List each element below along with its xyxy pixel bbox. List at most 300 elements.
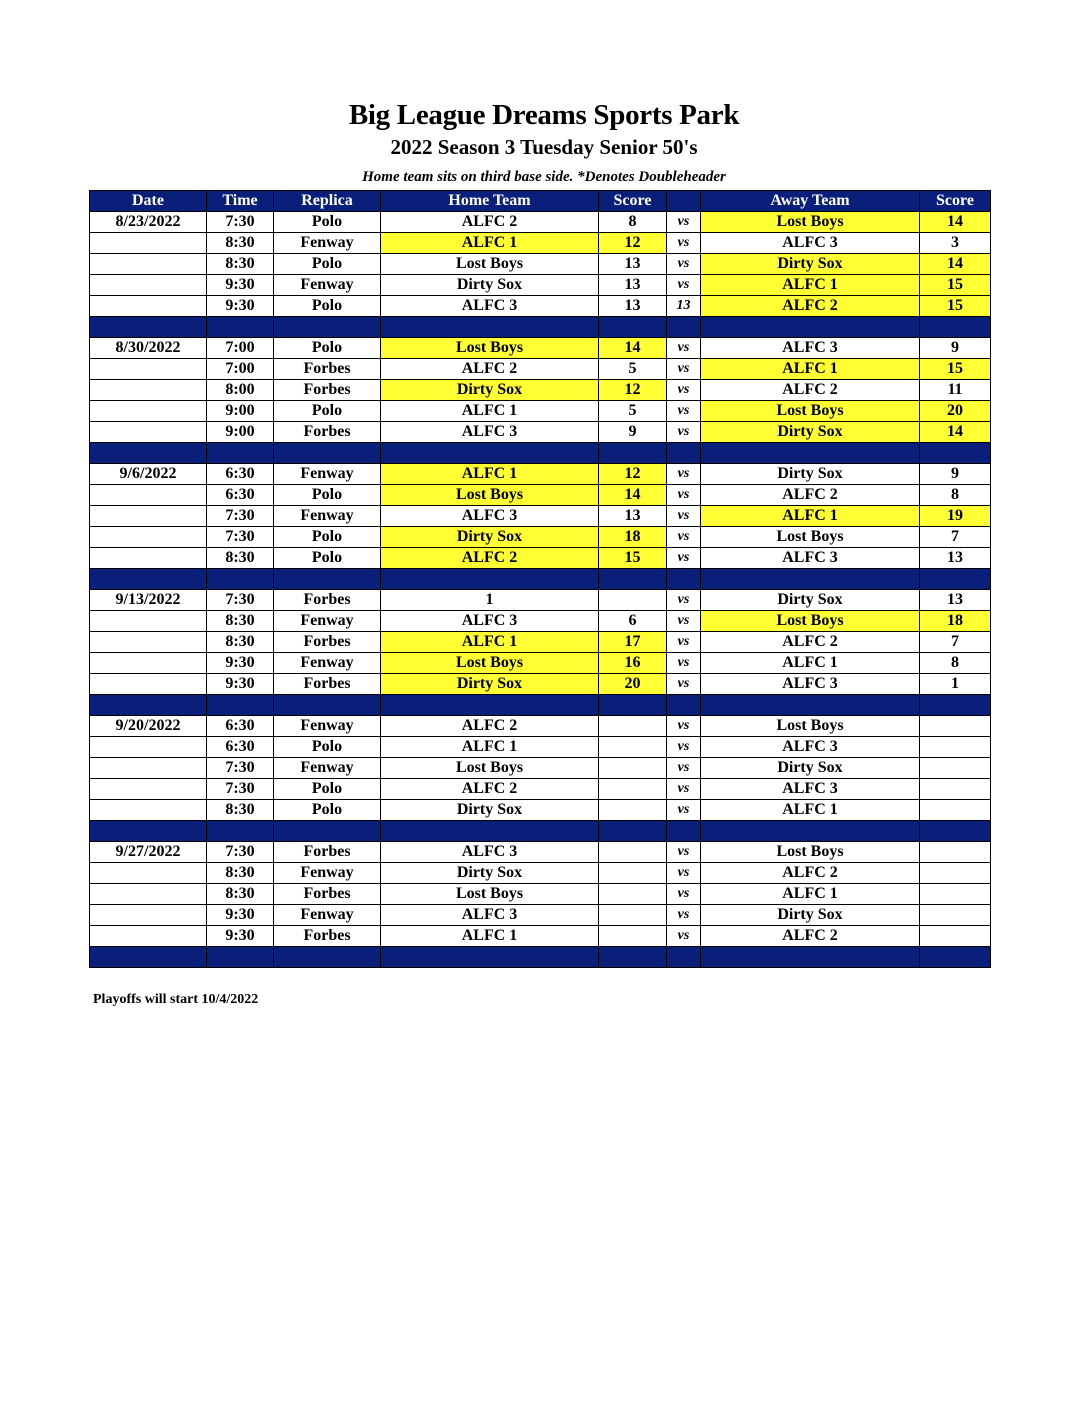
cell-vs: vs	[667, 863, 701, 884]
separator-cell	[599, 317, 667, 338]
cell-vs: vs	[667, 611, 701, 632]
week-separator-row	[90, 821, 991, 842]
cell-away-score: 15	[920, 296, 991, 317]
cell-home-team: Lost Boys	[381, 338, 599, 359]
table-row	[90, 401, 991, 422]
cell-away-score	[920, 842, 991, 863]
cell-date: 8/23/2022	[90, 212, 207, 233]
cell-away-score: 8	[920, 485, 991, 506]
cell-time: 9:00	[207, 422, 274, 443]
cell-away-score: 15	[920, 275, 991, 296]
cell-replica: Fenway	[274, 611, 381, 632]
cell-replica: Fenway	[274, 653, 381, 674]
cell-date	[90, 296, 207, 317]
cell-home-team: ALFC 1	[381, 401, 599, 422]
cell-home-score	[599, 842, 667, 863]
cell-vs: vs	[667, 653, 701, 674]
cell-away-score: 9	[920, 464, 991, 485]
cell-home-team: ALFC 3	[381, 905, 599, 926]
footer-note: Playoffs will start 10/4/2022	[93, 992, 259, 1007]
cell-home-score: 20	[599, 674, 667, 695]
cell-home-team: Dirty Sox	[381, 863, 599, 884]
cell-away-team: ALFC 2	[701, 632, 920, 653]
cell-home-score: 8	[599, 212, 667, 233]
table-row	[90, 590, 991, 611]
col-header-time: Time	[207, 191, 274, 212]
table-row	[90, 779, 991, 800]
table-row	[90, 422, 991, 443]
table-row	[90, 212, 991, 233]
cell-away-score: 20	[920, 401, 991, 422]
table-row	[90, 338, 991, 359]
separator-cell	[90, 317, 207, 338]
separator-cell	[90, 947, 207, 968]
cell-replica: Polo	[274, 548, 381, 569]
cell-replica: Forbes	[274, 674, 381, 695]
cell-vs: vs	[667, 359, 701, 380]
cell-away-score	[920, 884, 991, 905]
cell-home-score: 15	[599, 548, 667, 569]
cell-time: 8:30	[207, 548, 274, 569]
cell-home-score: 12	[599, 380, 667, 401]
cell-time: 6:30	[207, 464, 274, 485]
cell-home-team: ALFC 2	[381, 359, 599, 380]
cell-home-score	[599, 863, 667, 884]
cell-date: 9/27/2022	[90, 842, 207, 863]
cell-home-score: 5	[599, 401, 667, 422]
cell-time: 7:30	[207, 527, 274, 548]
week-separator-row	[90, 569, 991, 590]
schedule-note: Home team sits on third base side. *Denotes Doubleheader	[362, 169, 726, 185]
cell-away-score	[920, 758, 991, 779]
cell-home-team: ALFC 1	[381, 233, 599, 254]
table-row	[90, 233, 991, 254]
separator-cell	[90, 443, 207, 464]
header-row	[90, 191, 991, 212]
cell-vs: vs	[667, 800, 701, 821]
cell-date	[90, 380, 207, 401]
separator-cell	[920, 821, 991, 842]
cell-time: 8:00	[207, 380, 274, 401]
cell-time: 9:30	[207, 275, 274, 296]
cell-away-team: ALFC 3	[701, 338, 920, 359]
cell-home-score: 5	[599, 359, 667, 380]
cell-away-team: ALFC 2	[701, 863, 920, 884]
col-header-replica: Replica	[274, 191, 381, 212]
cell-replica: Fenway	[274, 233, 381, 254]
cell-vs: vs	[667, 212, 701, 233]
table-row	[90, 254, 991, 275]
separator-cell	[381, 695, 599, 716]
cell-time: 7:00	[207, 359, 274, 380]
cell-away-score	[920, 905, 991, 926]
separator-cell	[274, 443, 381, 464]
cell-home-team: Lost Boys	[381, 485, 599, 506]
cell-vs: vs	[667, 758, 701, 779]
cell-home-score	[599, 905, 667, 926]
table-row	[90, 296, 991, 317]
cell-away-team: ALFC 2	[701, 485, 920, 506]
table-row	[90, 275, 991, 296]
cell-away-team: ALFC 1	[701, 800, 920, 821]
cell-away-team: ALFC 1	[701, 359, 920, 380]
cell-away-team: ALFC 2	[701, 296, 920, 317]
cell-vs: vs	[667, 632, 701, 653]
separator-cell	[599, 947, 667, 968]
col-header-vs	[667, 191, 701, 212]
cell-date	[90, 863, 207, 884]
cell-vs: vs	[667, 380, 701, 401]
week-separator-row	[90, 443, 991, 464]
cell-replica: Forbes	[274, 422, 381, 443]
separator-cell	[920, 947, 991, 968]
separator-cell	[274, 569, 381, 590]
cell-time: 9:30	[207, 296, 274, 317]
separator-cell	[599, 821, 667, 842]
cell-home-score: 9	[599, 422, 667, 443]
cell-away-team: Lost Boys	[701, 611, 920, 632]
separator-cell	[599, 443, 667, 464]
cell-home-team: Dirty Sox	[381, 275, 599, 296]
cell-time: 9:30	[207, 653, 274, 674]
cell-vs: vs	[667, 842, 701, 863]
cell-away-score	[920, 926, 991, 947]
cell-home-score: 6	[599, 611, 667, 632]
cell-replica: Fenway	[274, 275, 381, 296]
cell-away-score: 13	[920, 548, 991, 569]
cell-time: 6:30	[207, 485, 274, 506]
separator-cell	[701, 947, 920, 968]
cell-vs: vs	[667, 527, 701, 548]
cell-home-score: 13	[599, 506, 667, 527]
cell-date	[90, 800, 207, 821]
cell-away-score	[920, 863, 991, 884]
cell-away-team: Dirty Sox	[701, 758, 920, 779]
separator-cell	[667, 569, 701, 590]
cell-home-team: ALFC 3	[381, 842, 599, 863]
cell-date	[90, 653, 207, 674]
table-row	[90, 506, 991, 527]
cell-date	[90, 674, 207, 695]
cell-home-score	[599, 800, 667, 821]
cell-date	[90, 422, 207, 443]
separator-cell	[920, 317, 991, 338]
cell-away-team: ALFC 1	[701, 653, 920, 674]
cell-away-score: 1	[920, 674, 991, 695]
cell-away-score	[920, 800, 991, 821]
cell-date: 8/30/2022	[90, 338, 207, 359]
cell-home-team: ALFC 1	[381, 737, 599, 758]
cell-date	[90, 506, 207, 527]
cell-away-team: Dirty Sox	[701, 590, 920, 611]
cell-replica: Forbes	[274, 926, 381, 947]
cell-vs: vs	[667, 338, 701, 359]
table-row	[90, 485, 991, 506]
cell-away-score: 14	[920, 422, 991, 443]
table-row	[90, 737, 991, 758]
cell-away-team: Dirty Sox	[701, 254, 920, 275]
cell-home-team: ALFC 3	[381, 296, 599, 317]
cell-home-score	[599, 926, 667, 947]
cell-away-score: 14	[920, 212, 991, 233]
separator-cell	[667, 695, 701, 716]
cell-home-team: ALFC 2	[381, 716, 599, 737]
cell-away-team: ALFC 2	[701, 380, 920, 401]
cell-date	[90, 926, 207, 947]
cell-time: 6:30	[207, 716, 274, 737]
table-row	[90, 527, 991, 548]
cell-away-score: 14	[920, 254, 991, 275]
table-row	[90, 800, 991, 821]
cell-replica: Polo	[274, 737, 381, 758]
cell-time: 7:30	[207, 842, 274, 863]
cell-away-score: 11	[920, 380, 991, 401]
cell-home-score: 13	[599, 254, 667, 275]
cell-time: 7:30	[207, 212, 274, 233]
cell-date	[90, 275, 207, 296]
cell-replica: Forbes	[274, 632, 381, 653]
cell-home-score	[599, 884, 667, 905]
cell-vs: vs	[667, 905, 701, 926]
cell-home-team: Lost Boys	[381, 884, 599, 905]
cell-date	[90, 779, 207, 800]
cell-home-team: ALFC 3	[381, 422, 599, 443]
cell-time: 9:30	[207, 905, 274, 926]
col-header-home-score: Score	[599, 191, 667, 212]
cell-away-score: 15	[920, 359, 991, 380]
cell-away-score: 7	[920, 527, 991, 548]
cell-home-score	[599, 590, 667, 611]
cell-date	[90, 884, 207, 905]
cell-home-score: 16	[599, 653, 667, 674]
cell-date	[90, 548, 207, 569]
cell-time: 8:30	[207, 884, 274, 905]
cell-replica: Forbes	[274, 884, 381, 905]
cell-time: 6:30	[207, 737, 274, 758]
cell-vs: vs	[667, 884, 701, 905]
cell-away-team: Lost Boys	[701, 842, 920, 863]
table-row	[90, 611, 991, 632]
cell-away-team: ALFC 3	[701, 233, 920, 254]
cell-date	[90, 233, 207, 254]
separator-cell	[667, 443, 701, 464]
cell-away-team: Dirty Sox	[701, 464, 920, 485]
cell-away-team: Lost Boys	[701, 716, 920, 737]
cell-vs: vs	[667, 779, 701, 800]
separator-cell	[274, 821, 381, 842]
separator-cell	[701, 317, 920, 338]
cell-home-team: ALFC 3	[381, 611, 599, 632]
table-row	[90, 905, 991, 926]
cell-home-score: 12	[599, 233, 667, 254]
cell-home-team: ALFC 1	[381, 632, 599, 653]
cell-time: 7:30	[207, 779, 274, 800]
cell-vs: vs	[667, 485, 701, 506]
cell-time: 7:30	[207, 758, 274, 779]
cell-home-team: ALFC 2	[381, 779, 599, 800]
separator-cell	[667, 317, 701, 338]
cell-vs: vs	[667, 401, 701, 422]
cell-date	[90, 254, 207, 275]
separator-cell	[920, 569, 991, 590]
cell-date	[90, 611, 207, 632]
cell-home-team: ALFC 2	[381, 548, 599, 569]
cell-away-team: ALFC 1	[701, 884, 920, 905]
table-row	[90, 842, 991, 863]
cell-away-team: ALFC 3	[701, 737, 920, 758]
cell-home-score: 13	[599, 296, 667, 317]
separator-cell	[920, 443, 991, 464]
separator-cell	[701, 443, 920, 464]
cell-home-team: Dirty Sox	[381, 380, 599, 401]
cell-time: 7:00	[207, 338, 274, 359]
cell-away-score: 18	[920, 611, 991, 632]
cell-vs: vs	[667, 464, 701, 485]
cell-replica: Forbes	[274, 380, 381, 401]
cell-home-team: Dirty Sox	[381, 527, 599, 548]
separator-cell	[207, 821, 274, 842]
cell-home-score: 17	[599, 632, 667, 653]
cell-replica: Fenway	[274, 716, 381, 737]
schedule-table	[89, 190, 991, 968]
cell-time: 8:30	[207, 800, 274, 821]
separator-cell	[274, 317, 381, 338]
col-header-date: Date	[90, 191, 207, 212]
cell-replica: Polo	[274, 338, 381, 359]
separator-cell	[207, 443, 274, 464]
cell-home-team: Dirty Sox	[381, 674, 599, 695]
page-title: Big League Dreams Sports Park	[348, 99, 740, 131]
cell-home-score	[599, 758, 667, 779]
cell-away-score: 19	[920, 506, 991, 527]
cell-home-score: 14	[599, 485, 667, 506]
cell-home-team: ALFC 1	[381, 464, 599, 485]
separator-cell	[90, 695, 207, 716]
cell-home-team: ALFC 2	[381, 212, 599, 233]
cell-home-team: Lost Boys	[381, 758, 599, 779]
table-row	[90, 359, 991, 380]
cell-replica: Polo	[274, 485, 381, 506]
cell-time: 8:30	[207, 254, 274, 275]
cell-away-score	[920, 737, 991, 758]
cell-home-score: 14	[599, 338, 667, 359]
cell-time: 8:30	[207, 233, 274, 254]
separator-cell	[920, 695, 991, 716]
week-separator-row	[90, 947, 991, 968]
cell-date	[90, 485, 207, 506]
cell-date	[90, 758, 207, 779]
separator-cell	[90, 821, 207, 842]
table-row	[90, 653, 991, 674]
cell-vs: vs	[667, 233, 701, 254]
cell-replica: Polo	[274, 254, 381, 275]
cell-home-team: Lost Boys	[381, 653, 599, 674]
cell-date	[90, 737, 207, 758]
cell-replica: Fenway	[274, 506, 381, 527]
separator-cell	[207, 317, 274, 338]
separator-cell	[381, 569, 599, 590]
cell-replica: Fenway	[274, 863, 381, 884]
col-header-home-team: Home Team	[381, 191, 599, 212]
cell-replica: Polo	[274, 779, 381, 800]
cell-home-team: 1	[381, 590, 599, 611]
cell-vs: vs	[667, 590, 701, 611]
cell-away-score: 9	[920, 338, 991, 359]
cell-home-score: 12	[599, 464, 667, 485]
cell-time: 8:30	[207, 863, 274, 884]
table-row	[90, 632, 991, 653]
cell-home-team: Lost Boys	[381, 254, 599, 275]
cell-vs: vs	[667, 548, 701, 569]
table-row	[90, 758, 991, 779]
separator-cell	[207, 947, 274, 968]
separator-cell	[667, 947, 701, 968]
separator-cell	[207, 569, 274, 590]
cell-away-team: ALFC 3	[701, 779, 920, 800]
table-row	[90, 926, 991, 947]
separator-cell	[599, 569, 667, 590]
cell-away-team: Dirty Sox	[701, 422, 920, 443]
cell-time: 7:30	[207, 506, 274, 527]
cell-away-team: Dirty Sox	[701, 905, 920, 926]
cell-time: 9:30	[207, 926, 274, 947]
cell-time: 8:30	[207, 632, 274, 653]
cell-home-team: Dirty Sox	[381, 800, 599, 821]
cell-replica: Fenway	[274, 758, 381, 779]
cell-home-team: ALFC 1	[381, 926, 599, 947]
separator-cell	[701, 569, 920, 590]
cell-date: 9/13/2022	[90, 590, 207, 611]
cell-vs: 13	[667, 296, 701, 317]
cell-replica: Forbes	[274, 359, 381, 380]
cell-away-team: Lost Boys	[701, 401, 920, 422]
cell-replica: Polo	[274, 296, 381, 317]
cell-replica: Polo	[274, 800, 381, 821]
cell-vs: vs	[667, 275, 701, 296]
cell-away-score	[920, 716, 991, 737]
cell-date	[90, 905, 207, 926]
col-header-away-score: Score	[920, 191, 991, 212]
separator-cell	[381, 317, 599, 338]
table-row	[90, 548, 991, 569]
page-subtitle: 2022 Season 3 Tuesday Senior 50's	[390, 135, 698, 159]
cell-vs: vs	[667, 254, 701, 275]
cell-away-team: ALFC 2	[701, 926, 920, 947]
cell-away-team: ALFC 3	[701, 548, 920, 569]
cell-vs: vs	[667, 674, 701, 695]
cell-home-team: ALFC 3	[381, 506, 599, 527]
week-separator-row	[90, 317, 991, 338]
cell-away-team: ALFC 1	[701, 275, 920, 296]
cell-time: 9:30	[207, 674, 274, 695]
separator-cell	[90, 569, 207, 590]
separator-cell	[599, 695, 667, 716]
cell-replica: Polo	[274, 527, 381, 548]
cell-replica: Fenway	[274, 464, 381, 485]
cell-date: 9/6/2022	[90, 464, 207, 485]
cell-replica: Forbes	[274, 590, 381, 611]
cell-vs: vs	[667, 506, 701, 527]
cell-replica: Polo	[274, 401, 381, 422]
cell-vs: vs	[667, 737, 701, 758]
cell-replica: Forbes	[274, 842, 381, 863]
cell-date: 9/20/2022	[90, 716, 207, 737]
cell-replica: Polo	[274, 212, 381, 233]
cell-date	[90, 527, 207, 548]
cell-away-team: Lost Boys	[701, 212, 920, 233]
cell-away-team: Lost Boys	[701, 527, 920, 548]
table-row	[90, 674, 991, 695]
